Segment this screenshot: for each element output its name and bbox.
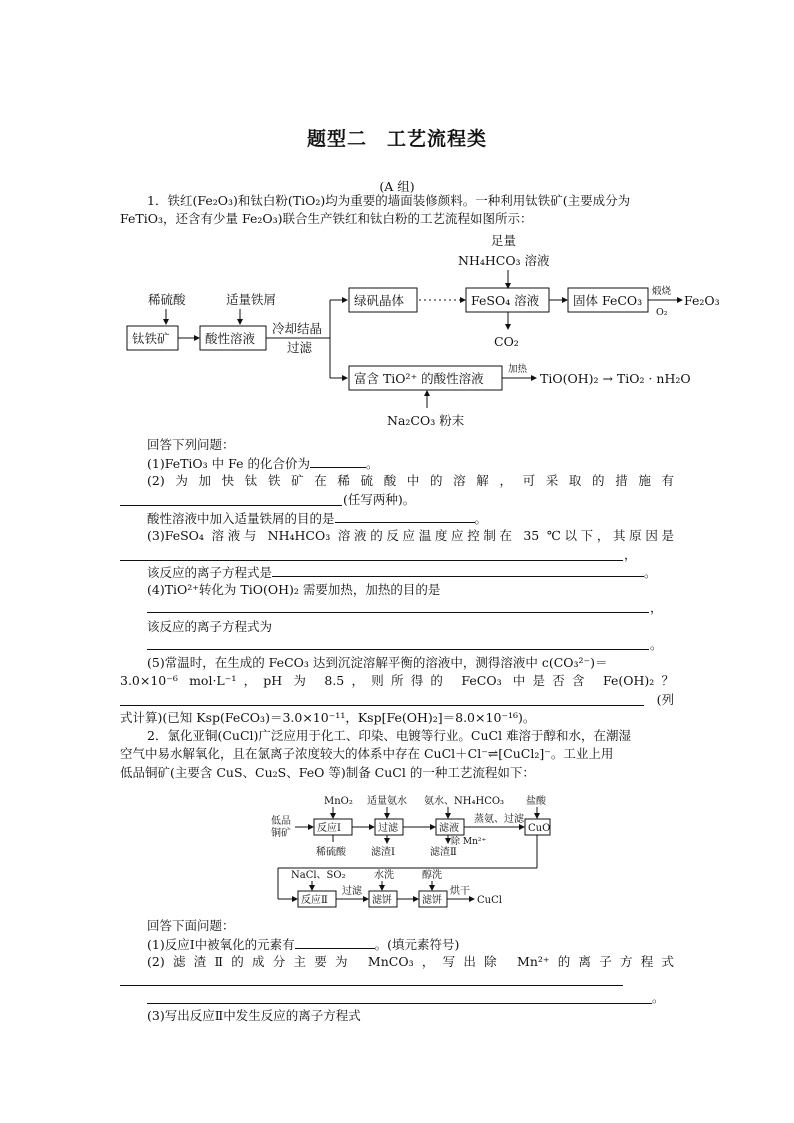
flow1-calcine: 煅烧 bbox=[652, 286, 672, 297]
q2-part3: (3)写出反应Ⅱ中发生反应的离子方程式 bbox=[147, 1008, 361, 1023]
flow2-residue2: 滤渣Ⅱ bbox=[430, 847, 457, 858]
q1-part4b: 该反应的离子方程式为 bbox=[147, 619, 273, 634]
flow2-nacl: NaCl、SO₂ bbox=[291, 870, 346, 881]
q1-part3b: 该反应的离子方程式是 bbox=[147, 565, 273, 580]
flow1-ore: 钛铁矿 bbox=[132, 331, 170, 346]
flow2-filtrate: 滤液 bbox=[439, 823, 459, 834]
q1-part5: (5)常温时，在生成的 FeCO₃ 达到沉淀溶解平衡的溶液中，测得溶液中 c(CO₃²⁻)＝ bbox=[147, 655, 608, 670]
flow1-acid: 稀硫酸 bbox=[148, 292, 186, 307]
q2-stem-line1: 2．氯化亚铜(CuCl)广泛应用于化工、印染、电镀等行业。CuCl 难溶于醇和水，在潮湿 bbox=[147, 728, 632, 743]
flow1-na2co3: Na₂CO₃ 粉末 bbox=[387, 413, 465, 428]
flow2-raw2: 铜矿 bbox=[271, 828, 291, 839]
flow2-cake1: 滤饼 bbox=[372, 895, 392, 906]
flow1-feco3: 固体 FeCO₃ bbox=[573, 293, 643, 308]
q2-stem-line2: 空气中易水解氧化，且在氯离子浓度较大的体系中存在 CuCl＋Cl⁻⇌[CuCl₂]⁻。工业上用 bbox=[120, 746, 614, 761]
flow1-o2: O₂ bbox=[656, 307, 668, 318]
q1-part5-line2: 3.0×10⁻⁶ mol·L⁻¹，pH 为 8.5，则所得的 FeCO₃ 中是否含 Fe(OH)₂？ bbox=[120, 673, 674, 688]
flow1-iron: 适量铁屑 bbox=[226, 292, 277, 307]
flow2-r2: 反应Ⅱ bbox=[301, 895, 328, 906]
flow1-green-crystal: 绿矾晶体 bbox=[354, 293, 405, 308]
flow2-hcl: 盐酸 bbox=[526, 796, 546, 807]
q1-part2b: 酸性溶液中加入适量铁屑的目的是 bbox=[147, 511, 335, 526]
flow1-reagent-top: 足量 bbox=[491, 233, 517, 248]
flow1-step1b: 过滤 bbox=[287, 340, 313, 355]
q2-stem-line3: 低品铜矿(主要含 CuS、Cu₂S、FeO 等)制备 CuCl 的一种工艺流程如下： bbox=[120, 765, 535, 780]
flow1-tioh: TiO(OH)₂ → TiO₂ · nH₂O bbox=[540, 371, 691, 386]
q1-part1: (1)FeTiO₃ 中 Fe 的化合价为 bbox=[147, 456, 310, 471]
q1-stem-line2: FeTiO₃，还含有少量 Fe₂O₃)联合生产铁红和钛白粉的工艺流程如图所示： bbox=[120, 211, 533, 226]
q2-answer-intro: 回答下面问题： bbox=[147, 918, 235, 933]
flow1-tio-solution: 富含 TiO²⁺ 的酸性溶液 bbox=[354, 371, 484, 386]
page-title: 题型二 工艺流程类 bbox=[306, 128, 487, 150]
q2-part1: (1)反应Ⅰ中被氧化的元素有 bbox=[147, 937, 295, 952]
q1-part3: (3)FeSO₄ 溶液与 NH₄HCO₃ 溶液的反应温度应控制在 35 ℃以下，其原因是 bbox=[147, 528, 674, 543]
flow2-ammonia: 适量氨水 bbox=[367, 796, 407, 807]
flow2-steam: 蒸氨、过滤 bbox=[474, 814, 524, 825]
flow2-dil-acid: 稀硫酸 bbox=[316, 847, 346, 858]
q1-answer-intro: 回答下列问题： bbox=[147, 437, 235, 452]
flow2-remove-mn: 除 Mn²⁺ bbox=[451, 837, 487, 847]
q1-part5-line4: 式计算)(已知 Ksp(FeCO₃)＝3.0×10⁻¹¹，Ksp[Fe(OH)₂]＝8.0×10⁻¹⁶)。 bbox=[120, 710, 536, 725]
flow2-cucl: CuCl bbox=[477, 895, 502, 906]
q2-part2: (2)滤渣Ⅱ的成分主要为 MnCO₃，写出除 Mn²⁺的离子方程式 bbox=[147, 954, 674, 969]
flow1-step1: 冷却结晶 bbox=[272, 321, 323, 336]
flow2-filter: 过滤 bbox=[378, 823, 398, 834]
flow2-dry: 烘干 bbox=[450, 886, 470, 897]
flow1-fe2o3: Fe₂O₃ bbox=[684, 293, 720, 308]
q1-part2: (2)为加快钛铁矿在稀硫酸中的溶解，可采取的措施有 bbox=[147, 473, 674, 488]
flow2-ammonia2: 氨水、NH₄HCO₃ bbox=[424, 796, 505, 807]
flow2-residue1: 滤渣Ⅰ bbox=[371, 847, 395, 858]
flow1-heat: 加热 bbox=[508, 364, 528, 375]
flow1-co2: CO₂ bbox=[494, 334, 519, 349]
flow2-r1: 反应Ⅰ bbox=[317, 823, 341, 834]
flow2-filter2: 过滤 bbox=[342, 886, 362, 897]
q2-part2-blank-1[interactable] bbox=[120, 985, 623, 986]
flow2-raw1: 低品 bbox=[271, 816, 291, 827]
flow2-wash: 水洗 bbox=[374, 870, 394, 881]
group-label: (A 组) bbox=[379, 179, 415, 194]
q1-stem-line1: 1．铁红(Fe₂O₃)和钛白粉(TiO₂)均为重要的墙面装修颜料。一种利用钛铁矿(主要成分为 bbox=[147, 193, 631, 208]
flow2-alcohol: 醇洗 bbox=[422, 870, 442, 881]
flow2-mno2: MnO₂ bbox=[324, 796, 353, 807]
flow2-cuo: CuO bbox=[528, 823, 551, 834]
flow1-acid-solution: 酸性溶液 bbox=[205, 331, 256, 346]
q2-part1-blank[interactable] bbox=[295, 936, 375, 949]
flow2-cake2: 滤饼 bbox=[422, 895, 442, 906]
q2-part2-blank-2[interactable] bbox=[147, 1003, 652, 1004]
q1-part4: (4)TiO²⁺转化为 TiO(OH)₂ 需要加热，加热的目的是 bbox=[147, 582, 441, 597]
flow1-reagent-top2: NH₄HCO₃ 溶液 bbox=[458, 253, 550, 268]
flow1-feso4: FeSO₄ 溶液 bbox=[471, 293, 540, 308]
